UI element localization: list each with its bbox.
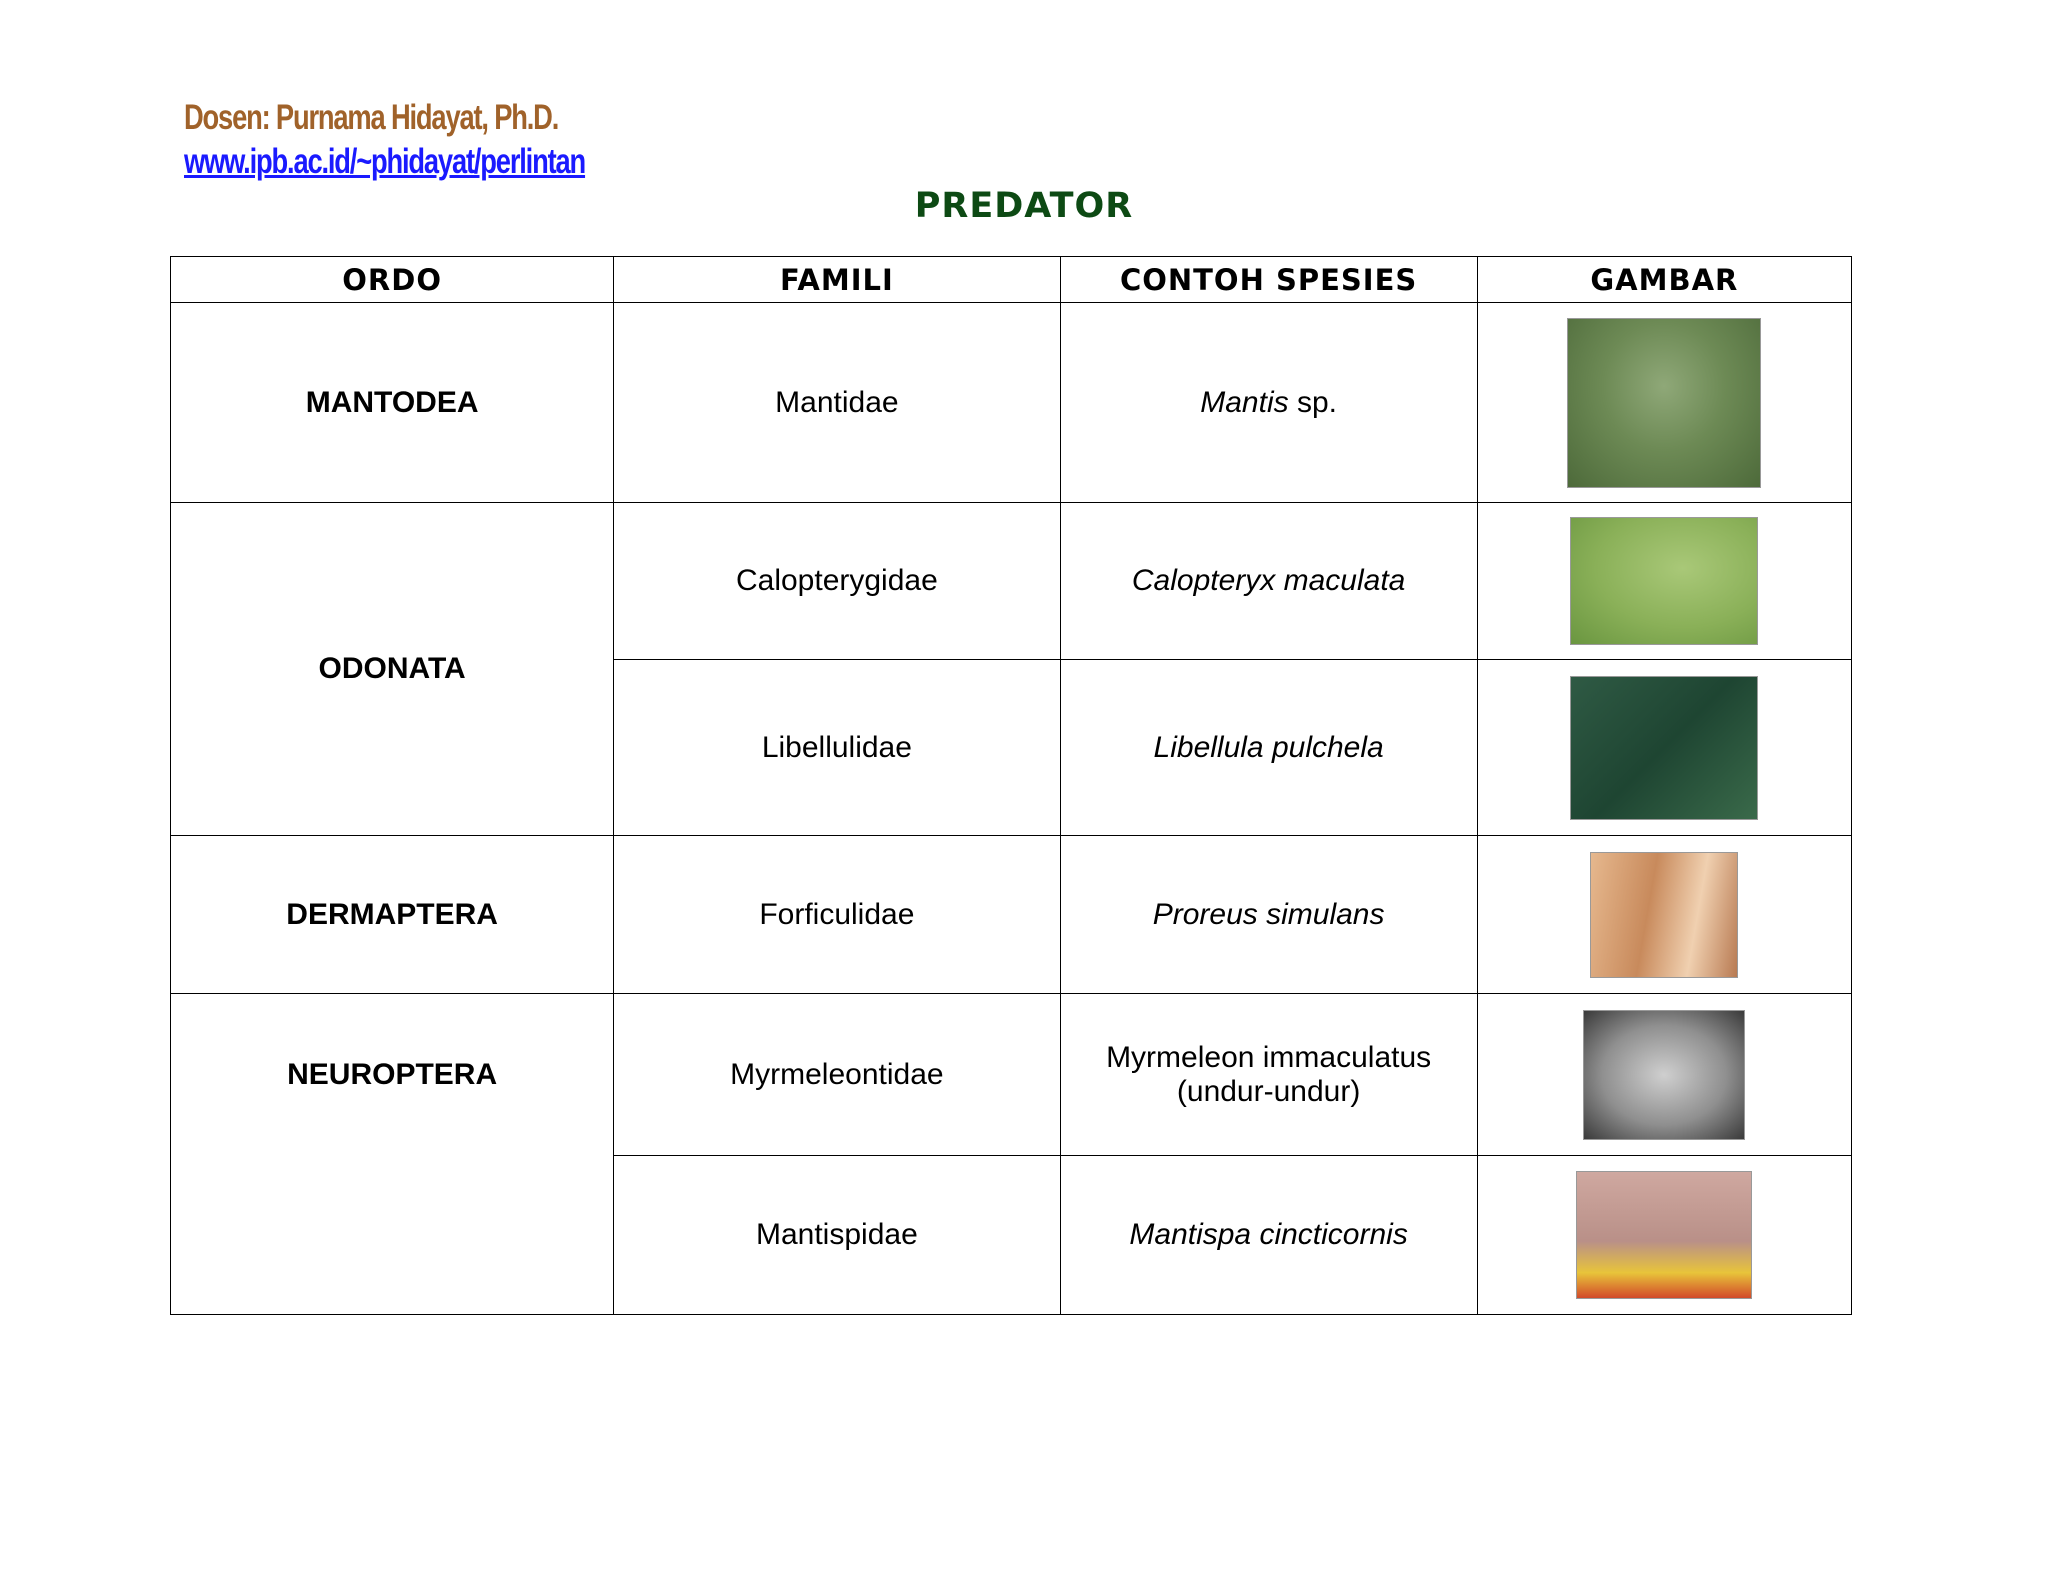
- table-row: [171, 503, 1852, 660]
- table-row: [171, 303, 1852, 503]
- website-link[interactable]: www.ipb.ac.id/~phidayat/perlintan: [184, 142, 586, 181]
- predator-table: [170, 256, 1852, 1315]
- famili-cell: Mantispidae: [614, 1156, 1060, 1315]
- famili-cell: Forficulidae: [614, 836, 1060, 994]
- ordo-cell: DERMAPTERA: [171, 836, 614, 994]
- praying-mantis-photo: [1567, 318, 1761, 488]
- species-cell: Libellula pulchela: [1060, 660, 1477, 836]
- damselfly-photo: [1570, 517, 1758, 645]
- image-cell: [1477, 1156, 1851, 1315]
- species-cell: [1060, 994, 1477, 1156]
- famili-cell: Mantidae: [614, 303, 1060, 503]
- species-cell: Calopteryx maculata: [1060, 503, 1477, 660]
- column-header-image: GAMBAR: [1477, 257, 1851, 303]
- page-header: [184, 96, 698, 184]
- species-cell: Proreus simulans: [1060, 836, 1477, 994]
- famili-cell: Libellulidae: [614, 660, 1060, 836]
- image-cell: [1477, 836, 1851, 994]
- column-header-ordo: ORDO: [171, 257, 614, 303]
- column-header-famili: FAMILI: [614, 257, 1060, 303]
- table-row: [171, 994, 1852, 1156]
- species-note: (undur-undur): [1176, 1074, 1361, 1108]
- table-row: [171, 836, 1852, 994]
- species-name: Mantis: [1200, 385, 1289, 419]
- image-cell: [1477, 994, 1851, 1156]
- antlion-photo: [1583, 1010, 1745, 1140]
- species-suffix: sp.: [1288, 385, 1337, 419]
- ordo-cell: ODONATA: [171, 503, 614, 836]
- earwig-photo: [1590, 852, 1738, 978]
- image-cell: [1477, 660, 1851, 836]
- table-header-row: [171, 257, 1852, 303]
- species-cell: [1060, 303, 1477, 503]
- species-name: Myrmeleon immaculatus: [1106, 1040, 1432, 1074]
- ordo-cell: MANTODEA: [171, 303, 614, 503]
- column-header-species: CONTOH SPESIES: [1060, 257, 1477, 303]
- page-title: PREDATOR: [914, 186, 1134, 226]
- famili-cell: Myrmeleontidae: [614, 994, 1060, 1156]
- famili-cell: Calopterygidae: [614, 503, 1060, 660]
- image-cell: [1477, 503, 1851, 660]
- lecturer-name: Dosen: Purnama Hidayat, Ph.D.: [184, 98, 559, 137]
- dragonfly-photo: [1570, 676, 1758, 820]
- species-cell: Mantispa cincticornis: [1060, 1156, 1477, 1315]
- mantispid-photo: [1576, 1171, 1752, 1299]
- image-cell: [1477, 303, 1851, 503]
- ordo-cell: NEUROPTERA: [171, 994, 614, 1315]
